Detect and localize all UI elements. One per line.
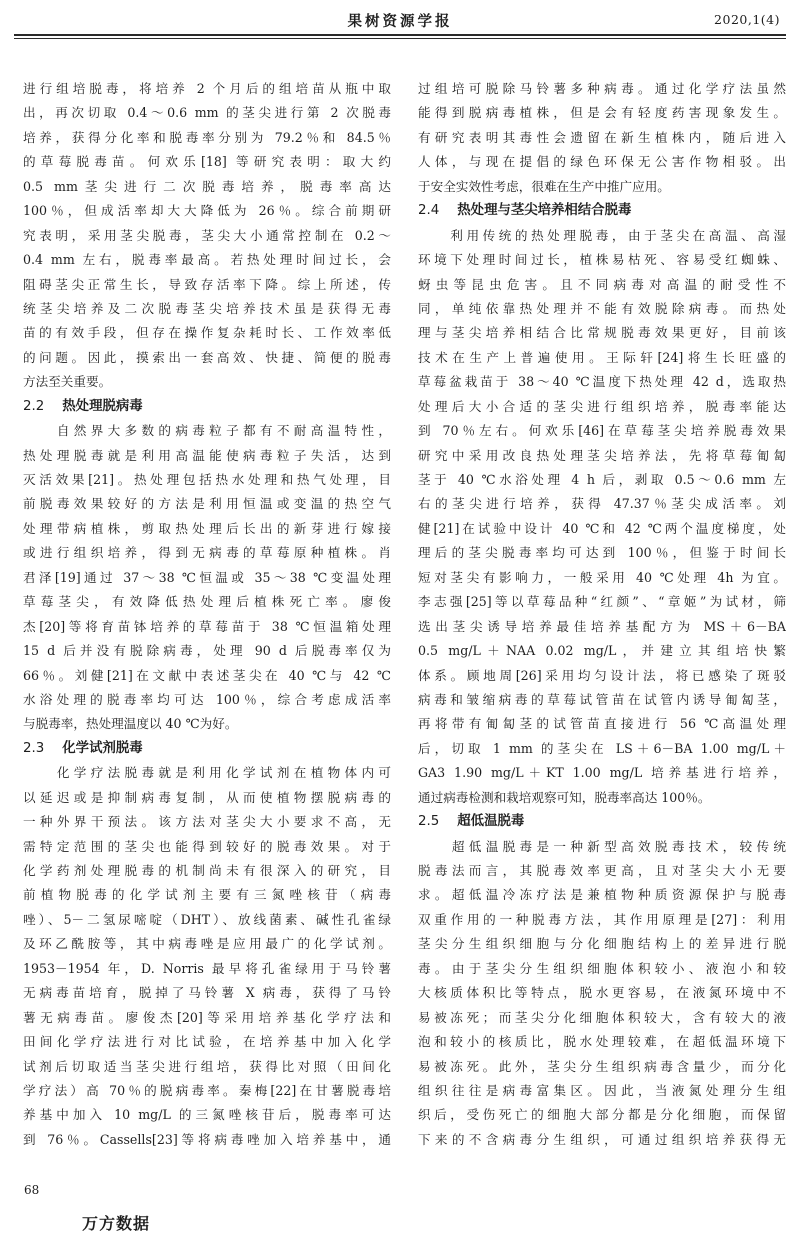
header-rule-thin — [14, 38, 786, 39]
text-line: 健[21]在试验中设计 40 ℃和 42 ℃两个温度梯度，处 — [418, 520, 786, 536]
left-column — [23, 77, 391, 1152]
text-line: 短对茎尖有影响力，一般采用 40 ℃处理 4h 为宜。 — [418, 569, 786, 585]
text-line: 热处理脱毒就是利用高温能使病毒粒子失活，达到 — [23, 447, 391, 463]
section-heading — [23, 395, 391, 419]
text-line: 易被冻死。此外，茎尖分生组织病毒含量少，而分化 — [418, 1058, 786, 1074]
text-line: 草莓盆栽苗于 38～40 ℃温度下热处理 42 d，选取热 — [418, 374, 786, 390]
text-line: 茎于 40 ℃水浴处理 4 h 后，剥取 0.5～0.6 mm 左 — [418, 472, 786, 487]
text-line: 研究中采用改良热处理茎尖培养法，先将草莓匍匐 — [418, 447, 786, 463]
wanfang-logo-text: 万方数据 — [82, 1214, 151, 1233]
text-line: 人体，与现在提倡的绿色环保无公害作物相驳。出 — [418, 154, 786, 170]
text-line: 唑）、5－二氢尿嘧啶（DHT）、放线菌素、碱性孔雀绿 — [23, 911, 391, 927]
text-line: 毒。由于茎尖分生组织细胞体积较小、液泡小和较 — [418, 960, 786, 976]
issue-number: 2020,1(4) — [714, 12, 780, 27]
text-line: 究表明，采用茎尖脱毒，茎尖大小通常控制在 0.2～ — [23, 227, 391, 243]
text-line: 杰[20]等将育苗钵培养的草莓苗于 38 ℃恒温箱处理 — [23, 618, 391, 634]
text-line: 0.4 mm 左右，脱毒率最高。若热处理时间过长，会 — [23, 252, 391, 268]
text-line: 以延迟或是抑制病毒复制，从而使植物摆脱病毒的 — [23, 789, 391, 805]
text-line: 养基中加入 10 mg/L 的三氮唑核苷后，脱毒率可达 — [23, 1107, 391, 1123]
header-rule-thick — [14, 34, 786, 36]
text-line: 再将带有匍匐茎的试管苗直接进行 56 ℃高温处理 — [418, 716, 786, 732]
text-line: 100％，但成活率却大大降低为 26％。综合前期研 — [23, 203, 391, 219]
section-title: 热处理与茎尖培养相结合脱毒 — [457, 203, 632, 219]
text-line: 与脱毒率，热处理温度以 40 ℃为好。 — [23, 716, 238, 732]
text-line: 进行组培脱毒，将培养 2 个月后的组培苗从瓶中取 — [23, 81, 391, 96]
text-line: 理与茎尖培养相结合比常规脱毒效果更好，目前该 — [418, 325, 786, 341]
text-line: 处理带病植株，剪取热处理后长出的新芽进行嫁接 — [23, 520, 391, 536]
page-number: 68 — [24, 1183, 40, 1197]
text-line: 右的茎尖进行培养，获得 47.37％茎尖成活率。刘 — [418, 496, 786, 512]
text-line: 理后的茎尖脱毒率均可达到 100％，但鉴于时间长 — [418, 545, 786, 561]
text-line: 大核质体积比等特点，脱水更容易，在液氮环境中不 — [418, 985, 786, 1001]
text-line: 利用传统的热处理脱毒，由于茎尖在高温、高湿 — [418, 227, 786, 243]
text-line: 李志强[25]等以草莓品种“红颜”、“章姬”为试材，筛 — [418, 594, 786, 610]
text-line: 组织往往是病毒富集区。因此，当液氮处理分生组 — [418, 1082, 786, 1098]
text-line: 一种外界干预法。该方法对茎尖大小要求不高，无 — [23, 814, 391, 830]
text-line: 织后，受伤死亡的细胞大部分都是分化细胞，而保留 — [418, 1107, 786, 1123]
text-line: 的问题。因此，摸索出一套高效、快捷、简便的脱毒 — [23, 349, 391, 365]
text-line: 前脱毒效果较好的方法是利用恒温或变温的热空气 — [23, 496, 391, 512]
text-line: 化学疗法脱毒就是利用化学试剂在植物体内可 — [23, 765, 391, 781]
right-column — [418, 77, 786, 1152]
section-heading — [418, 199, 786, 223]
section-number: 2.4 — [418, 203, 440, 219]
text-line: 田间化学疗法进行对比试验，在培养基中加入化学 — [23, 1034, 391, 1050]
text-line: 脱毒法而言，其脱毒效率更高，且对茎尖大小无要 — [418, 863, 786, 878]
text-line: 环境下处理时间过长，植株易枯死、容易受红蜘蛛、 — [418, 252, 786, 268]
text-line: 于安全实效性考虑，很难在生产中推广应用。 — [418, 178, 670, 194]
text-line: 0.5 mg/L＋NAA 0.02 mg/L，并建立其组培快繁 — [418, 643, 786, 659]
text-line: 或进行组织培养，得到无病毒的草莓原种植株。肖 — [23, 545, 391, 561]
text-line: 超低温脱毒是一种新型高效脱毒技术，较传统 — [418, 838, 786, 854]
text-line: 自然界大多数的病毒粒子都有不耐高温特性， — [23, 423, 391, 439]
text-line: 15 d 后并没有脱除病毒，处理 90 d 后脱毒率仅为 — [23, 643, 391, 659]
text-line: 体系。顾地周[26]采用均匀设计法，将已感染了斑驳 — [418, 667, 786, 683]
text-line: 出，再次切取 0.4～0.6 mm 的茎尖进行第 2 次脱毒 — [23, 105, 391, 121]
text-line: 通过病毒检测和栽培观察可知，脱毒率高达 100％。 — [418, 789, 711, 805]
text-line: 到 76％。Cassells[23]等将病毒唑加入培养基中，通 — [23, 1131, 391, 1147]
section-title: 热处理脱病毒 — [62, 398, 143, 414]
text-line: 无病毒苗培育，脱掉了马铃薯 X 病毒，获得了马铃 — [23, 985, 391, 1001]
text-line: 泡和较小的核质比，脱水处理较难，在超低温环境下 — [418, 1034, 786, 1050]
text-line: 后，切取 1 mm 的茎尖在 LS＋6－BA 1.00 mg/L＋ — [418, 740, 786, 756]
text-line: 同，单纯依靠热处理并不能有效脱除病毒。而热处 — [418, 300, 786, 316]
section-number: 2.2 — [23, 398, 45, 414]
text-line: 化学药剂处理脱毒的机制尚未有很深入的研究，目 — [23, 863, 391, 878]
text-line: 薯无病毒苗。廖俊杰[20]等采用培养基化学疗法和 — [23, 1009, 391, 1025]
section-title: 化学试剂脱毒 — [62, 740, 143, 756]
text-line: 水浴处理的脱毒率均可达 100％，综合考虑成活率 — [23, 691, 391, 707]
text-line: 求。超低温冷冻疗法是兼植物种质资源保护与脱毒 — [418, 887, 786, 903]
text-line: 统茎尖培养及二次脱毒茎尖培养技术虽是获得无毒 — [23, 300, 391, 316]
text-line: 及环乙酰胺等，其中病毒唑是应用最广的化学试剂。 — [23, 936, 391, 952]
journal-title: 果树资源学报 — [347, 13, 453, 30]
text-line: 君泽[19]通过 37～38 ℃恒温或 35～38 ℃变温处理 — [23, 569, 391, 585]
section-heading — [418, 810, 786, 834]
text-line: 易被冻死；而茎尖分化细胞体积较大，含有较大的液 — [418, 1009, 786, 1025]
section-title: 超低温脱毒 — [457, 814, 525, 830]
text-line: 茎尖分生组织细胞与分化细胞结构上的差异进行脱 — [418, 936, 786, 952]
text-line: 蚜虫等昆虫危害。且不同病毒对高温的耐受性不 — [418, 276, 786, 292]
text-line: 学疗法）高 70％的脱病毒率。秦梅[22]在甘薯脱毒培 — [23, 1082, 391, 1098]
text-line: 病毒和皱缩病毒的草莓试管苗在试管内诱导匍匐茎， — [418, 691, 786, 707]
section-heading — [23, 737, 391, 761]
section-number: 2.5 — [418, 814, 440, 830]
text-line: 处理后大小合适的茎尖进行组织培养，脱毒率能达 — [418, 398, 786, 414]
text-line: 阻碍茎尖正常生长，导致存活率下降。综上所述，传 — [23, 276, 391, 292]
text-line: 的草莓脱毒苗。何欢乐[18] 等研究表明：取大约 — [23, 154, 391, 170]
section-number: 2.3 — [23, 740, 45, 756]
text-line: 需特定范围的茎尖也能得到较好的脱毒效果。对于 — [23, 838, 391, 854]
text-line: 1953－1954 年，D. Norris 最早将孔雀绿用于马铃薯 — [23, 960, 391, 976]
text-line: 能得到脱病毒植株，但是会有轻度药害现象发生。 — [418, 105, 786, 121]
text-line: 培养，获得分化率和脱毒率分别为 79.2％和 84.5％ — [23, 129, 391, 145]
text-line: 技术在生产上普遍使用。王际轩[24]将生长旺盛的 — [418, 349, 786, 365]
text-line: 选出茎尖诱导培养最佳培养基配方为 MS＋6－BA — [418, 618, 786, 634]
text-line: 双重作用的一种脱毒方法，其作用原理是[27]：利用 — [418, 911, 786, 927]
text-line: 灭活效果[21]。热处理包括热水处理和热气处理，目 — [23, 472, 391, 487]
text-line: 到 70％左右。何欢乐[46]在草莓茎尖培养脱毒效果 — [418, 423, 786, 439]
text-line: 方法至关重要。 — [23, 374, 112, 390]
text-line: 下来的不含病毒分生组织，可通过组织培养获得无 — [418, 1131, 786, 1147]
text-line: 前植物脱毒的化学试剂主要有三氮唑核苷（病毒 — [23, 887, 391, 903]
text-line: 过组培可脱除马铃薯多种病毒。通过化学疗法虽然 — [418, 81, 786, 96]
text-line: 有研究表明其毒性会遗留在新生植株内，随后进入 — [418, 129, 786, 145]
text-line: 0.5 mm茎尖进行二次脱毒培养，脱毒率高达 — [23, 178, 391, 194]
text-line: 苗的有效手段，但存在操作复杂耗时长、工作效率低 — [23, 325, 391, 341]
text-line: 66％。刘健[21]在文献中表述茎尖在 40 ℃与 42 ℃ — [23, 667, 391, 683]
text-line: 草莓茎尖，有效降低热处理后植株死亡率。廖俊 — [23, 594, 391, 610]
text-line: GA3 1.90 mg/L＋KT 1.00 mg/L 培养基进行培养， — [418, 765, 786, 781]
text-line: 试剂后切取适当茎尖进行组培，获得比对照（田间化 — [23, 1058, 391, 1074]
